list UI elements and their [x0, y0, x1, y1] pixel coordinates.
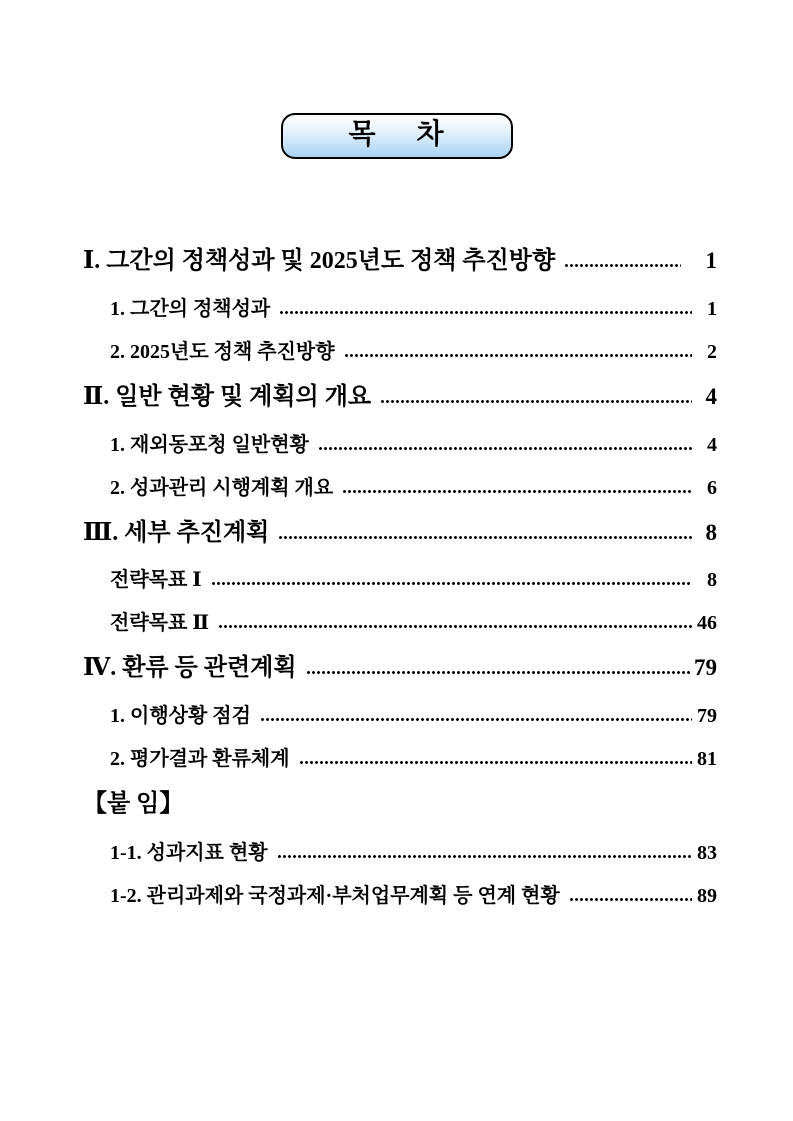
- toc-entry-label: Ⅰ. 그간의 정책성과 및 2025년도 정책 추진방향: [83, 248, 556, 274]
- toc-entry-label: 1. 이행상황 점검: [110, 705, 251, 728]
- toc-entry-label: 전략목표 Ⅰ: [110, 569, 202, 592]
- dotted-leader: [277, 854, 692, 859]
- toc-entry-page: 79: [697, 705, 717, 728]
- toc-entry-page: 46: [697, 612, 717, 635]
- table-of-contents: [83, 247, 717, 927]
- toc-entry: [83, 519, 717, 548]
- toc-entry: [83, 247, 717, 276]
- toc-entry-page: 83: [697, 841, 717, 864]
- dotted-leader: [299, 760, 692, 765]
- dotted-leader: [260, 717, 692, 722]
- dotted-leader: [569, 897, 692, 902]
- appendix-heading-label: 【붙 임】: [83, 791, 184, 818]
- toc-entry-page: 6: [707, 476, 717, 499]
- dotted-leader: [344, 353, 692, 358]
- toc-entry: [83, 611, 717, 635]
- toc-entry-page: 8: [707, 569, 717, 592]
- toc-entry-label: 2. 성과관리 시행계획 개요: [110, 476, 334, 499]
- toc-entry-page: 4: [707, 433, 717, 456]
- toc-entry: [83, 654, 717, 683]
- page-title: 목 차: [348, 119, 445, 150]
- toc-entry-label: 2. 평가결과 환류체계: [110, 748, 290, 771]
- toc-entry-page: 2: [707, 340, 717, 363]
- toc-entry-page: 4: [705, 383, 717, 409]
- toc-entry-page: 81: [697, 748, 717, 771]
- toc-entry: [83, 433, 717, 457]
- dotted-leader: [211, 581, 692, 586]
- toc-entry: [83, 476, 717, 500]
- toc-entry: [83, 884, 717, 908]
- toc-entry-label: 1. 그간의 정책성과: [110, 297, 271, 320]
- dotted-leader: [342, 489, 692, 494]
- toc-entry: [83, 704, 717, 728]
- appendix-heading: [83, 790, 717, 819]
- dotted-leader: [380, 399, 692, 404]
- dotted-leader: [278, 535, 692, 540]
- toc-entry-page: 1: [707, 297, 717, 320]
- toc-entry-label: Ⅳ. 환류 등 관련계획: [83, 655, 297, 682]
- dotted-leader: [218, 624, 692, 629]
- toc-entry-page: 1: [705, 248, 717, 273]
- toc-entry-page: 79: [694, 655, 717, 681]
- toc-entry: [83, 747, 717, 771]
- toc-entry-label: Ⅱ. 일반 현황 및 계획의 개요: [83, 383, 372, 410]
- toc-entry: [83, 340, 717, 364]
- dotted-leader: [279, 310, 692, 315]
- toc-title-box: [281, 113, 513, 159]
- toc-entry: [83, 841, 717, 865]
- dotted-leader: [318, 446, 692, 451]
- toc-entry-label: 2. 2025년도 정책 추진방향: [110, 340, 335, 363]
- toc-entry-label: 전략목표 Ⅱ: [110, 612, 210, 635]
- toc-entry: [83, 568, 717, 592]
- toc-entry: [83, 297, 717, 321]
- toc-entry-label: 1-1. 성과지표 현황: [110, 841, 268, 864]
- toc-entry-page: 8: [705, 519, 717, 545]
- dotted-leader: [564, 263, 681, 268]
- toc-entry-label: 1-2. 관리과제와 국정과제·부처업무계획 등 연계 현황: [110, 884, 560, 907]
- toc-entry-page: 89: [697, 884, 717, 907]
- toc-entry: [83, 383, 717, 412]
- toc-entry-label: 1. 재외동포청 일반현황: [110, 433, 309, 456]
- dotted-leader: [306, 670, 691, 675]
- toc-entry-label: Ⅲ. 세부 추진계획: [83, 519, 270, 546]
